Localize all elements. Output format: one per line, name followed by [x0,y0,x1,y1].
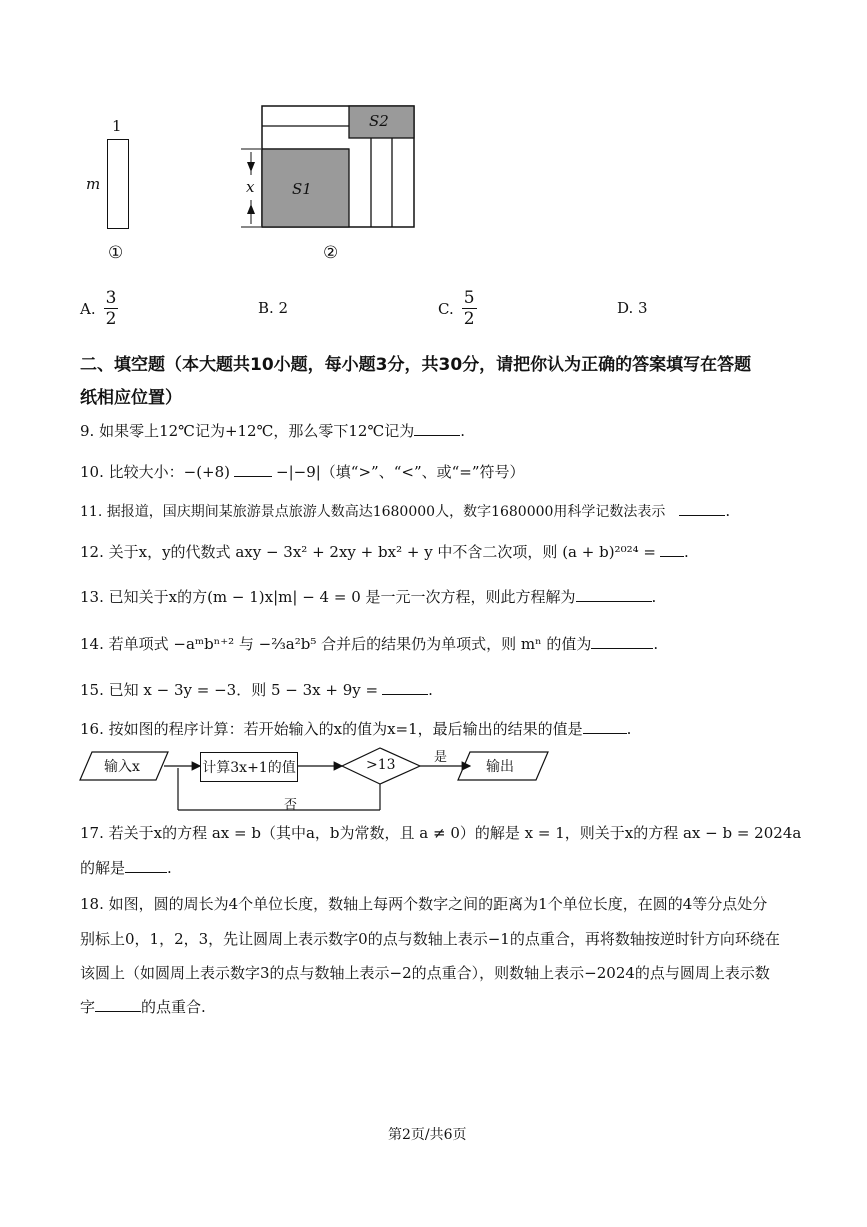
question-11 [80,501,730,521]
option-a [80,288,118,329]
q10-answer-blank [234,462,272,477]
q15-end: . [428,681,433,699]
q13-answer-blank [576,587,652,602]
option-a-fraction [104,288,119,329]
fig2-x-label: x [246,178,255,196]
flow-compute: 计算3x+1的值 [202,760,296,776]
question-12 [80,541,689,562]
q12-text: 12. 关于x，y的代数式 axy − 3x² + 2xy + bx² + y 中不含二次项，则 (a + b)²⁰²⁴ = [80,543,656,561]
question-17-line2 [80,857,172,878]
q16-text: 16. 按如图的程序计算：若开始输入的x的值为x=1，最后输出的结果的值是 [80,720,583,738]
q17-end: . [167,859,172,877]
option-d-text: D. 3 [617,299,648,317]
flow-input: 输入x [104,759,140,775]
q16-answer-blank [583,719,627,734]
q15-text: 15. 已知 x − 3y = −3．则 5 − 3x + 9y = [80,681,379,699]
option-c-numerator: 5 [463,288,475,308]
question-18-line4 [80,996,206,1017]
option-c-fraction [462,288,477,329]
section-heading-line2: 纸相应位置） [80,388,182,408]
fig1-side-label: m [86,175,101,193]
q17-answer-blank [125,858,167,873]
section-heading-line1: 二、填空题（本大题共10小题，每小题3分，共30分，请把你认为正确的答案填写在答题 [80,355,752,375]
q14-end: . [653,635,659,653]
flow-no: 否 [284,798,298,813]
option-b [258,299,288,317]
question-14 [80,633,658,654]
q12-answer-blank [660,542,684,557]
q10-text-2: −|−9|（填“>”、“<”、或“=”符号） [276,463,525,481]
figure-2 [235,100,435,265]
q9-end: . [460,422,466,440]
q16-end: . [626,720,632,738]
q12-end: . [683,543,689,561]
option-d [617,299,648,317]
option-a-denominator: 2 [105,309,117,329]
q18-text-4: 字 [80,998,96,1016]
option-a-numerator: 3 [105,288,117,308]
q9-text: 9. 如果零上12℃记为+12℃，那么零下12℃记为 [80,422,415,440]
flow-yes: 是 [434,750,448,765]
flowchart-lines [78,744,678,814]
q11-end: . [725,502,731,520]
option-c-denominator: 2 [463,309,475,329]
question-18-line3: 该圆上（如圆周上表示数字3的点与数轴上表示−2的点重合），则数轴上表示−2024的点与圆周上表示数 [80,964,770,982]
question-10 [80,461,525,482]
question-18-line2: 别标上0，1，2，3，先让圆周上表示数字0的点与数轴上表示−1的点重合，再将数轴按逆时针方向环绕在 [80,930,780,948]
q13-text: 13. 已知关于x的方(m − 1)x|m| − 4 = 0 是一元一次方程，则此方程解为 [80,588,576,606]
option-c [438,288,477,329]
fig2-diagram [235,100,435,230]
fig2-s2-label: S2 [369,112,389,130]
page-footer: 第2页/共6页 [388,1127,467,1143]
option-a-letter: A. [80,299,96,318]
option-b-text: B. 2 [258,299,289,317]
question-16 [80,718,631,739]
q11-answer-blank [679,501,725,516]
q15-answer-blank [382,680,428,695]
q14-text: 14. 若单项式 −aᵐbⁿ⁺² 与 −⅔a²b⁵ 合并后的结果仍为单项式，则 mⁿ 的值为 [80,635,592,653]
question-15 [80,679,433,700]
q18-end: 的点重合. [141,998,206,1016]
flow-compare: >13 [366,757,396,773]
fig2-s1-label: S1 [292,180,312,198]
fig2-caption: ② [323,243,339,263]
q17-text-2: 的解是 [80,859,126,877]
flowchart [78,744,678,814]
question-9 [80,420,465,441]
fig1-caption: ① [108,243,124,263]
q18-answer-blank [95,997,141,1012]
question-13 [80,586,656,607]
question-17-line1: 17. 若关于x的方程 ax = b（其中a，b为常数，且 a ≠ 0）的解是 x = 1，则关于x的方程 ax − b = 2024a [80,824,802,842]
option-c-letter: C. [438,299,454,318]
fig1-rect [107,139,129,229]
question-18-line1: 18. 如图，圆的周长为4个单位长度，数轴上每两个数字之间的距离为1个单位长度，在圆的4等分点处分 [80,895,768,913]
q10-text: 10. 比较大小：−(+8) [80,463,231,481]
q13-end: . [651,588,657,606]
q11-text: 11. 据报道，国庆期间某旅游景点旅游人数高达1680000人，数字1680000用科学记数法表示 [80,504,666,520]
figure-1 [80,115,150,265]
q14-answer-blank [591,634,653,649]
fig1-top-label: 1 [112,117,122,135]
q9-answer-blank [414,421,460,436]
flow-output: 输出 [486,759,514,775]
flow-compute-box [200,752,298,782]
